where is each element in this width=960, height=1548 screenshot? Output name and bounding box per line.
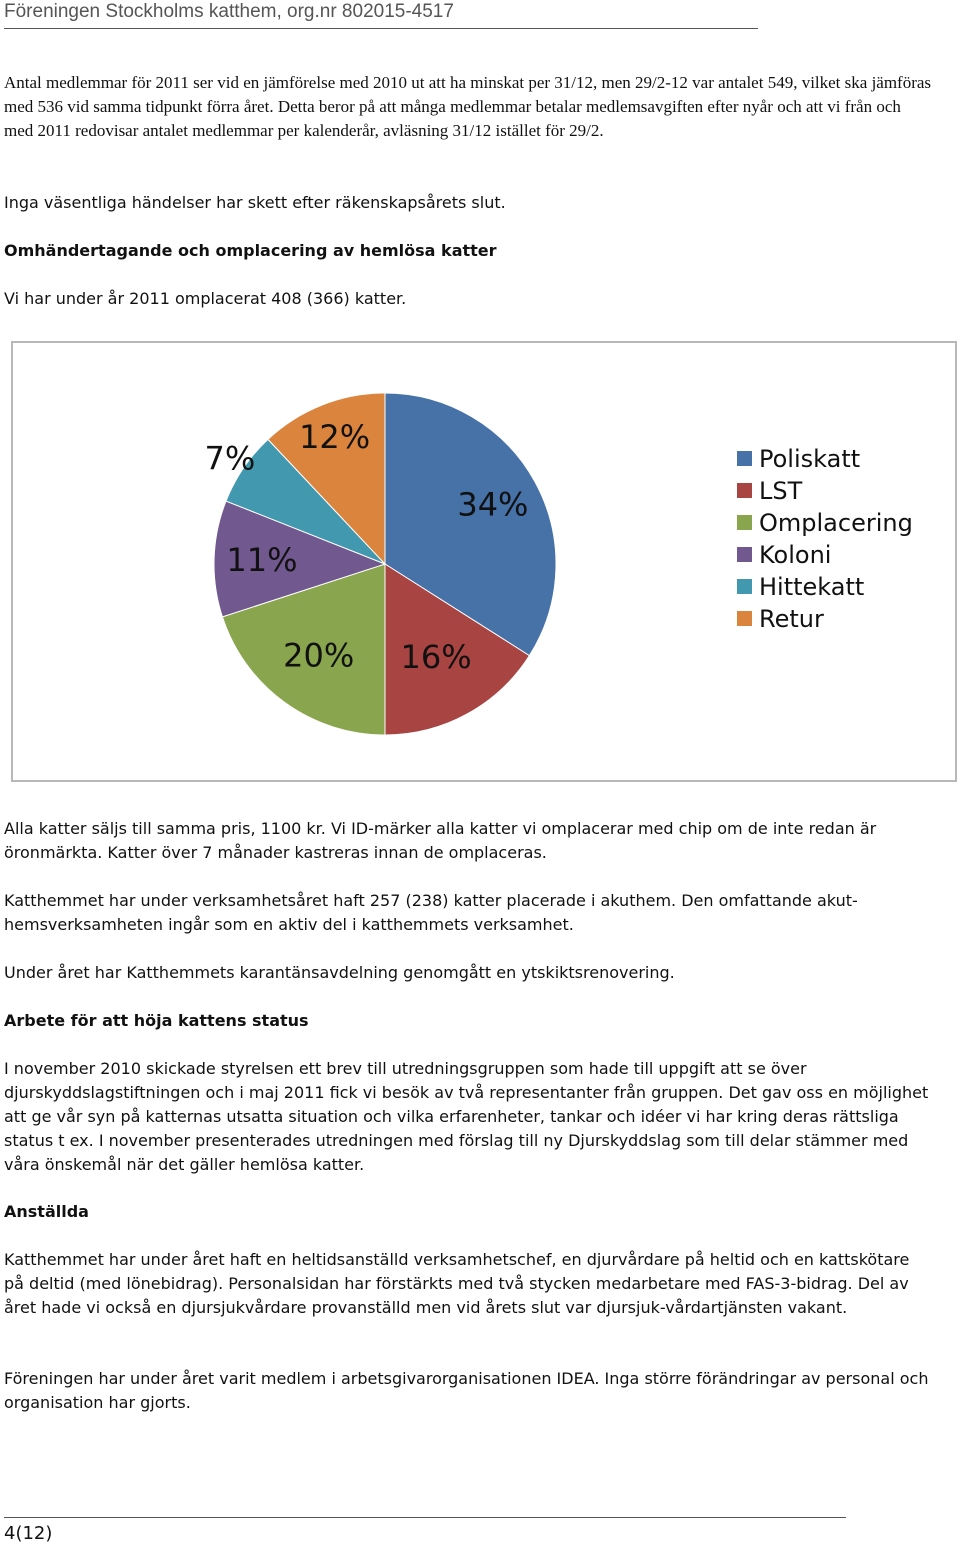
footer-divider: [4, 1517, 846, 1518]
legend-swatch-retur: [737, 611, 752, 626]
paragraph-idea: Föreningen har under året varit medlem i arbetsgivarorganisationen IDEA. Inga större förändringar av personal och organisation har gjorts.: [4, 1369, 929, 1412]
paragraph-members: Antal medlemmar för 2011 ser vid en jämförelse med 2010 ut att ha minskat per 31/12, men 29/2-12 var antalet 549, vilket ska jämföras med 536 vid samma tidpunkt förra året. Detta beror på att många medlemmar betalar medlemsavgiften efter nyår och att vi från och med 2011 redovisar antalet medlemmar per kalenderår, avläsning 31/12 istället för 29/2.: [4, 73, 932, 140]
pie-label-hittekatt: 7%: [204, 439, 256, 478]
legend-label-koloni: Koloni: [759, 541, 832, 569]
paragraph-foster-homes: Katthemmet har under verksamhetsåret haft 257 (238) katter placerade i akuthem. Den omfattande akut-hemsverksamheten ingår som en aktiv del i katthemmets verksamhet.: [4, 891, 858, 934]
page-number: 4(12): [4, 1523, 53, 1544]
paragraph-renovation: Under året har Katthemmets karantänsavdelning genomgått en ytskiktsrenovering.: [4, 963, 675, 982]
legend-label-poliskatt: Poliskatt: [759, 445, 861, 473]
pie-label-lst: 16%: [400, 637, 472, 676]
paragraph-rehomed-count: Vi har under år 2011 omplacerat 408 (366) katter.: [4, 289, 407, 308]
pie-label-koloni: 11%: [226, 541, 298, 580]
legend-label-omplacering: Omplacering: [759, 509, 913, 537]
heading-cat-status: Arbete för att höja kattens status: [4, 1011, 309, 1030]
legend-swatch-koloni: [737, 547, 752, 562]
paragraph-events: Inga väsentliga händelser har skett efter räkenskapsårets slut.: [4, 193, 506, 212]
pie-chart-frame: [11, 341, 957, 782]
legend-label-hittekatt: Hittekatt: [759, 573, 865, 601]
heading-rehoming: Omhändertagande och omplacering av hemlösa katter: [4, 241, 497, 260]
legend-swatch-poliskatt: [737, 451, 752, 466]
paragraph-price: Alla katter säljs till samma pris, 1100 kr. Vi ID-märker alla katter vi omplacerar med chip om de inte redan är öronmärkta. Katter över 7 månader kastreras innan de omplaceras.: [4, 819, 877, 862]
legend-swatch-lst: [737, 483, 752, 498]
heading-staff: Anställda: [4, 1202, 89, 1221]
legend-swatch-hittekatt: [737, 579, 752, 594]
legend-swatch-omplacering: [737, 515, 752, 530]
document-header: Föreningen Stockholms katthem, org.nr 802015-4517: [4, 1, 454, 22]
legend-label-retur: Retur: [759, 605, 824, 633]
legend-label-lst: LST: [759, 477, 803, 505]
paragraph-staff: Katthemmet har under året haft en heltidsanställd verksamhetschef, en djurvårdare på heltid och en kattskötare på deltid (med lönebidrag). Personalsidan har förstärkts med två stycken medarbetare med FAS-3-bidrag. Del av året hade vi också en djursjukvårdare provanställd men vid årets slut var djursjuk-vårdartjänsten vakant.: [4, 1250, 910, 1317]
pie-label-omplacering: 20%: [283, 636, 355, 675]
pie-label-poliskatt: 34%: [457, 485, 529, 524]
pie-label-retur: 12%: [299, 417, 371, 456]
paragraph-legislation: I november 2010 skickade styrelsen ett brev till utredningsgruppen som hade till uppgift att se över djurskyddslagstiftningen och i maj 2011 fick vi besök av två representanter från gruppen. Det gav oss en möjlighet att ge vår syn på katternas utsatta situation och vilka erfarenheter, tankar och idéer vi har kring deras rättsliga status t ex. I november presenterades utredningen med förslag till ny Djurskyddslag som till delar stämmer med våra önskemål när det gäller hemlösa katter.: [4, 1059, 929, 1174]
header-divider: [4, 28, 758, 29]
pie-chart: [13, 343, 959, 784]
